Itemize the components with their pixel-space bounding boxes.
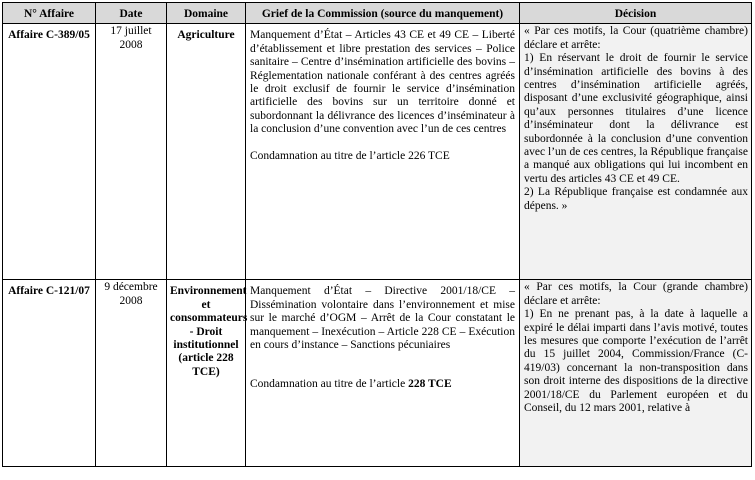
condamnation-article: 228 TCE (408, 378, 452, 391)
affaire-number: Affaire C-121/07 (3, 280, 96, 467)
header-row (3, 3, 752, 24)
condamnation-line (250, 150, 515, 163)
condamnation-line (250, 378, 515, 391)
affaires-table (2, 2, 752, 467)
affaire-domain: Environnement et consommateurs - Droit institutionnel (article 228 TCE) (167, 280, 246, 467)
affaire-grief (246, 24, 520, 280)
affaire-domain: Agriculture (167, 24, 246, 280)
grief-text: Manquement d’État – Directive 2001/18/CE – Dissémination volontaire dans l’environnement et mise sur le marché d’OGM – Arrêt de la Cour constatant le manquement – Inexécution – Article 228 CE – Exécution en cours d’instance – Sanctions pécuniaires (250, 285, 515, 352)
decision-point-2: 2) La République française est condamnée aux dépens. » (524, 186, 748, 212)
condamnation-prefix: Condamnation au titre de l’article (250, 378, 409, 391)
header-domain: Domaine (167, 3, 246, 24)
affaire-decision (520, 24, 752, 280)
decision-point-1: 1) En ne prenant pas, à la date à laquelle a expiré le délai imparti dans l’avis motivé, toutes les mesures que comporte l’exécution de l’arrêt du 15 juillet 2004, Commission/France (C-419/03) concernant la non-transposition dans son droit interne des dispositions de la directive 2001/18/CE du Parlement européen et du Conseil, du 12 mars 2001, relative à (524, 308, 748, 415)
header-decision: Décision (520, 3, 752, 24)
affaire-number: Affaire C-389/05 (3, 24, 96, 280)
table-row (3, 280, 752, 467)
decision-intro: « Par ces motifs, la Cour (quatrième chambre) déclare et arrête: (524, 25, 748, 51)
condamnation-prefix: Condamnation au titre de l’article (250, 149, 409, 162)
decision-intro: « Par ces motifs, la Cour (grande chambre) déclare et arrête: (524, 281, 748, 307)
affaire-decision (520, 280, 752, 467)
table-row (3, 24, 752, 280)
decision-point-1: 1) En réservant le droit de fournir le service d’insémination artificielle des bovins à des centres d’insémination artificielle agréés, disposant d’une exclusivité géographique, ainsi qu’aux personnes titulaires d’une licence d’inséminateur dont la délivrance est subordonnée à la conclusion d’une convention avec l’un de ces centres, la République française a manqué aux obligations qui lui incombent en vertu des articles 43 CE et 49 CE. (524, 52, 748, 185)
grief-text: Manquement d’État – Articles 43 CE et 49 CE – Liberté d’établissement et libre prestation des services – Police sanitaire – Centre d’insémination artificielle des bovins – Réglementation nationale conférant à des centres agréés le droit exclusif de fournir le service d’insémination artificielle des bovins sur un territoire donné et subordonnant la délivrance des licences d’inséminateur à la conclusion d’une convention avec l’un de ces centres (250, 29, 515, 136)
affaire-grief (246, 280, 520, 467)
affaire-date: 17 juillet 2008 (96, 24, 167, 280)
header-num: N° Affaire (3, 3, 96, 24)
header-grief: Grief de la Commission (source du manquement) (246, 3, 520, 24)
header-date: Date (96, 3, 167, 24)
condamnation-article: 226 TCE (408, 149, 450, 162)
affaire-date: 9 décembre 2008 (96, 280, 167, 467)
